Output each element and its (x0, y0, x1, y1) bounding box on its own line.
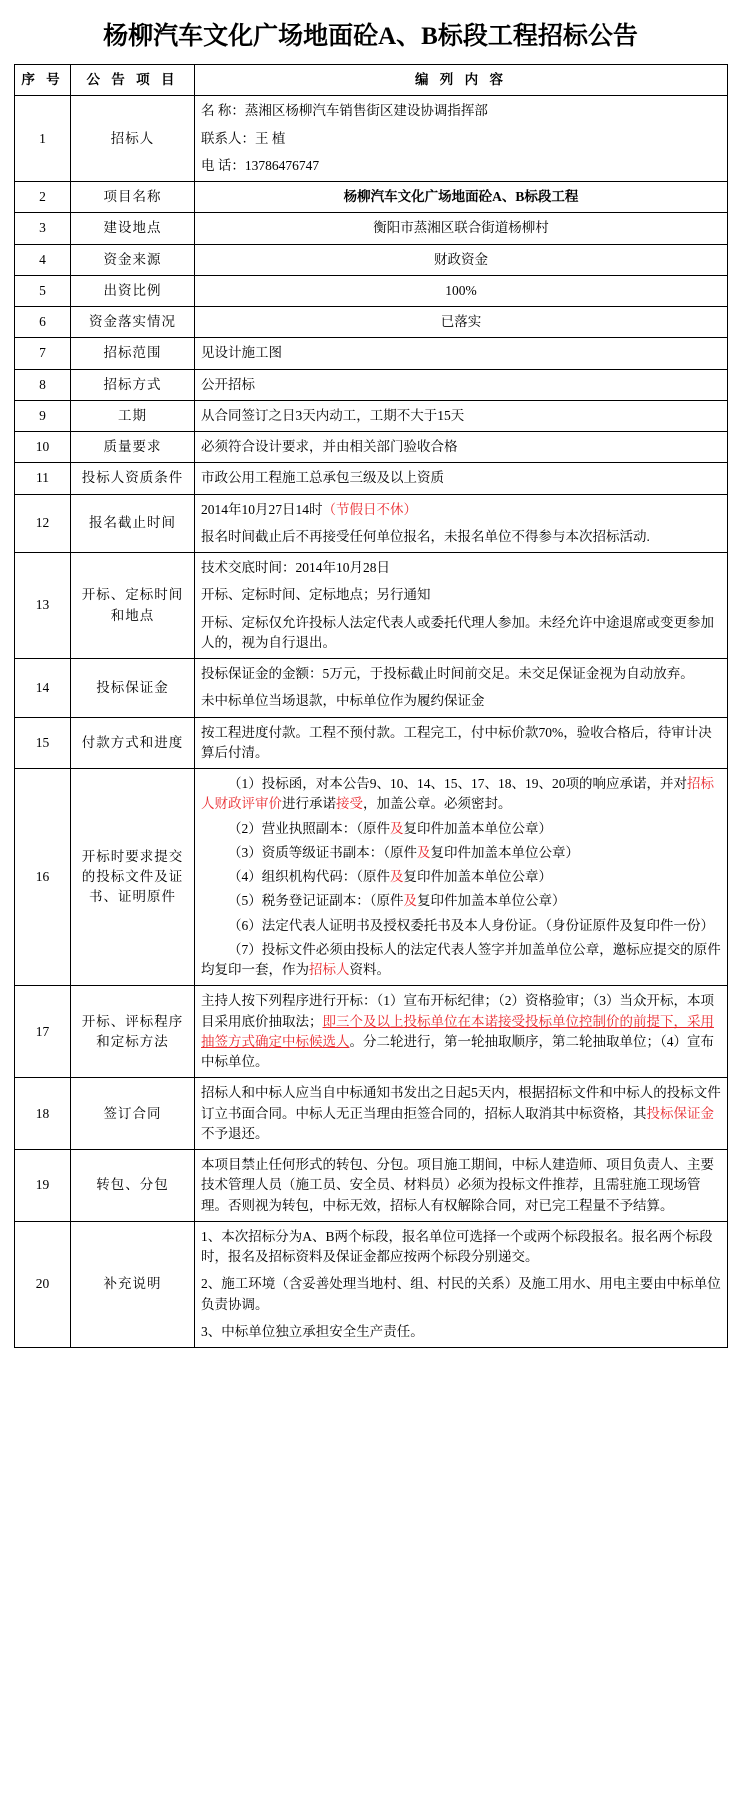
content-item (201, 843, 721, 863)
content-line: 报名时间截止后不再接受任何单位报名，未报名单位不得参与本次招标活动. (201, 528, 650, 544)
row-content (195, 1221, 728, 1347)
row-no: 11 (15, 463, 71, 494)
row-content: 本项目禁止任何形式的转包、分包。项目施工期间，中标人建造师、项目负责人、主要技术管理人员（施工员、安全员、材料员）必须为投标文件推荐，且需驻施工现场管理。否则视为转包，中标无效，招标人有权解除合同，对已完工程量不予结算。 (195, 1150, 728, 1222)
table-row (15, 463, 728, 494)
row-item: 投标人资质条件 (71, 463, 195, 494)
header-no: 序 号 (15, 65, 71, 96)
row-content (195, 96, 728, 182)
row-item: 出资比例 (71, 275, 195, 306)
row-no: 13 (15, 553, 71, 659)
row-no: 7 (15, 338, 71, 369)
table-row (15, 494, 728, 553)
row-content (195, 553, 728, 659)
text-fragment: 不予退还。 (201, 1125, 269, 1141)
row-content: 杨柳汽车文化广场地面砼A、B标段工程 (195, 182, 728, 213)
text-fragment: 即三个及以上投标单位在本诺接受投标单位控制价的前提下，采用抽签方式确定中标候选人 (201, 1013, 714, 1049)
text-fragment: 接受 (336, 796, 363, 812)
row-no: 16 (15, 769, 71, 986)
row-item: 转包、分包 (71, 1150, 195, 1222)
text-fragment: 复印件加盖本单位公章） (403, 820, 552, 836)
row-item: 投标保证金 (71, 659, 195, 718)
row-no: 18 (15, 1078, 71, 1150)
text-fragment: （6）法定代表人证明书及授权委托书及本人身份证。（身份证原件及复印件一份） (228, 917, 714, 933)
content-line: 电 话：13786476747 (201, 157, 320, 173)
row-no: 12 (15, 494, 71, 553)
table-row (15, 1221, 728, 1347)
text-fragment: 投标保证金 (646, 1105, 714, 1121)
content-line: 联系人：王 植 (201, 130, 286, 146)
text-fragment: （1）投标函，对本公告9、10、14、15、17、18、19、20项的响应承诺，并对 (228, 776, 687, 791)
row-item: 招标范围 (71, 338, 195, 369)
row-item: 资金落实情况 (71, 307, 195, 338)
table-row (15, 275, 728, 306)
text-fragment: 复印件加盖本单位公章） (430, 844, 579, 860)
row-item: 补充说明 (71, 1221, 195, 1347)
row-content: 必须符合设计要求，并由相关部门验收合格 (195, 432, 728, 463)
content-line: 技术交底时间：2014年10月28日 (201, 560, 390, 575)
row-no: 2 (15, 182, 71, 213)
text-fragment: （5）税务登记证副本：（原件 (228, 893, 404, 909)
text-fragment: 招标人 (309, 962, 350, 977)
table-row (15, 1078, 728, 1150)
row-no: 17 (15, 986, 71, 1078)
row-content (195, 494, 728, 553)
text-fragment: 招标人和中标人应当自中标通知书发出之日起5天内，根据招标文件和中标人的投标文件订立书面合同。中标人无正当理由拒签合同的，招标人取消其中标资格，其 (201, 1085, 721, 1121)
row-content: 已落实 (195, 307, 728, 338)
row-no: 19 (15, 1150, 71, 1222)
row-content: 财政资金 (195, 244, 728, 275)
text-fragment: 资料。 (349, 962, 390, 977)
row-item: 质量要求 (71, 432, 195, 463)
table-row (15, 400, 728, 431)
content-line: 2、施工环境（含妥善处理当地村、组、村民的关系）及施工用水、用电主要由中标单位负责协调。 (201, 1276, 721, 1312)
row-no: 3 (15, 213, 71, 244)
text-fragment: （4）组织机构代码：（原件 (228, 869, 390, 884)
row-item: 付款方式和进度 (71, 717, 195, 769)
row-no: 14 (15, 659, 71, 718)
row-content (195, 659, 728, 718)
content-line: 投标保证金的金额：5万元，于投标截止时间前交足。未交足保证金视为自动放弃。 (201, 666, 694, 681)
text-fragment: 复印件加盖本单位公章） (403, 869, 552, 884)
table-header-row (15, 65, 728, 96)
row-content: 按工程进度付款。工程不预付款。工程完工，付中标价款70%，验收合格后，待审计决算后付清。 (195, 717, 728, 769)
text-fragment: 及 (390, 869, 404, 884)
row-no: 5 (15, 275, 71, 306)
content-item (201, 774, 721, 815)
row-content: 见设计施工图 (195, 338, 728, 369)
content-line: 开标、定标仅允许投标人法定代表人或委托代理人参加。未经允许中途退席或变更参加人的，视为自行退出。 (201, 614, 714, 650)
text-fragment: 。分二轮进行，第一轮抽取顺序，第二轮抽取单位；（4）宣布中标单位。 (201, 1033, 714, 1069)
row-no: 4 (15, 244, 71, 275)
page-title: 杨柳汽车文化广场地面砼A、B标段工程招标公告 (103, 23, 638, 50)
row-no: 6 (15, 307, 71, 338)
row-content (195, 986, 728, 1078)
row-content (195, 1078, 728, 1150)
row-item: 资金来源 (71, 244, 195, 275)
text-fragment: 主持人按下列程序进行开标：（1）宣布开标纪律；（2）资格验审；（3）当众开标，本项目采用底价抽取法； (201, 993, 714, 1029)
text-fragment: 及 (390, 820, 404, 836)
row-content: 公开招标 (195, 369, 728, 400)
content-item (201, 891, 721, 911)
announcement-table (14, 64, 728, 1348)
content-line: 3、中标单位独立承担安全生产责任。 (201, 1323, 424, 1339)
text-fragment: 招标人财政评审价 (201, 776, 714, 812)
content-item (201, 940, 721, 981)
row-no: 9 (15, 400, 71, 431)
table-row (15, 717, 728, 769)
text-fragment: （3）资质等级证书副本：（原件 (228, 844, 417, 860)
row-item: 开标、评标程序和定标方法 (71, 986, 195, 1078)
row-no: 15 (15, 717, 71, 769)
row-item: 报名截止时间 (71, 494, 195, 553)
content-item (201, 916, 721, 936)
table-header (15, 65, 728, 96)
row-item: 招标人 (71, 96, 195, 182)
text-fragment: 及 (403, 893, 417, 909)
table-row (15, 769, 728, 986)
deadline-note: （节假日不休） (322, 501, 417, 517)
table-row (15, 1150, 728, 1222)
row-no: 1 (15, 96, 71, 182)
content-line: 1、本次招标分为A、B两个标段，报名单位可选择一个或两个标段报名。报名两个标段时，报名及招标资料及保证金都应按两个标段分别递交。 (201, 1228, 713, 1264)
content-line (201, 500, 721, 520)
row-item: 建设地点 (71, 213, 195, 244)
table-row (15, 213, 728, 244)
row-content: 100% (195, 275, 728, 306)
table-row (15, 338, 728, 369)
table-row (15, 96, 728, 182)
row-item: 招标方式 (71, 369, 195, 400)
row-no: 10 (15, 432, 71, 463)
table-row (15, 307, 728, 338)
content-item (201, 819, 721, 839)
table-body (15, 96, 728, 1348)
table-row (15, 432, 728, 463)
row-no: 20 (15, 1221, 71, 1347)
text-fragment: 进行承诺 (282, 796, 336, 812)
text-fragment: （2）营业执照副本：（原件 (228, 820, 390, 836)
table-row (15, 553, 728, 659)
deadline-date: 2014年10月27日14时 (201, 501, 323, 517)
row-item: 开标时要求提交的投标文件及证书、证明原件 (71, 769, 195, 986)
table-row (15, 659, 728, 718)
row-item: 工期 (71, 400, 195, 431)
table-row (15, 369, 728, 400)
text-fragment: （7）投标文件必须由投标人的法定代表人签字并加盖单位公章，邀标应提交的原件均复印一套，作为 (201, 941, 721, 977)
table-row (15, 244, 728, 275)
row-content: 市政公用工程施工总承包三级及以上资质 (195, 463, 728, 494)
text-fragment: 复印件加盖本单位公章） (417, 893, 566, 909)
table-row (15, 182, 728, 213)
table-row (15, 986, 728, 1078)
row-content (195, 769, 728, 986)
content-line: 未中标单位当场退款，中标单位作为履约保证金 (201, 693, 485, 709)
header-item: 公 告 项 目 (71, 65, 195, 96)
text-fragment: 及 (417, 844, 431, 860)
content-line: 开标、定标时间、定标地点；另行通知 (201, 587, 431, 603)
row-no: 8 (15, 369, 71, 400)
row-content: 衡阳市蒸湘区联合街道杨柳村 (195, 213, 728, 244)
header-content: 编 列 内 容 (195, 65, 728, 96)
text-fragment: ，加盖公章。必须密封。 (363, 796, 512, 812)
row-item: 签订合同 (71, 1078, 195, 1150)
row-content: 从合同签订之日3天内动工，工期不大于15天 (195, 400, 728, 431)
row-item: 项目名称 (71, 182, 195, 213)
row-item: 开标、定标时间和地点 (71, 553, 195, 659)
content-item (201, 867, 721, 887)
content-line: 名 称：蒸湘区杨柳汽车销售街区建设协调指挥部 (201, 103, 488, 119)
